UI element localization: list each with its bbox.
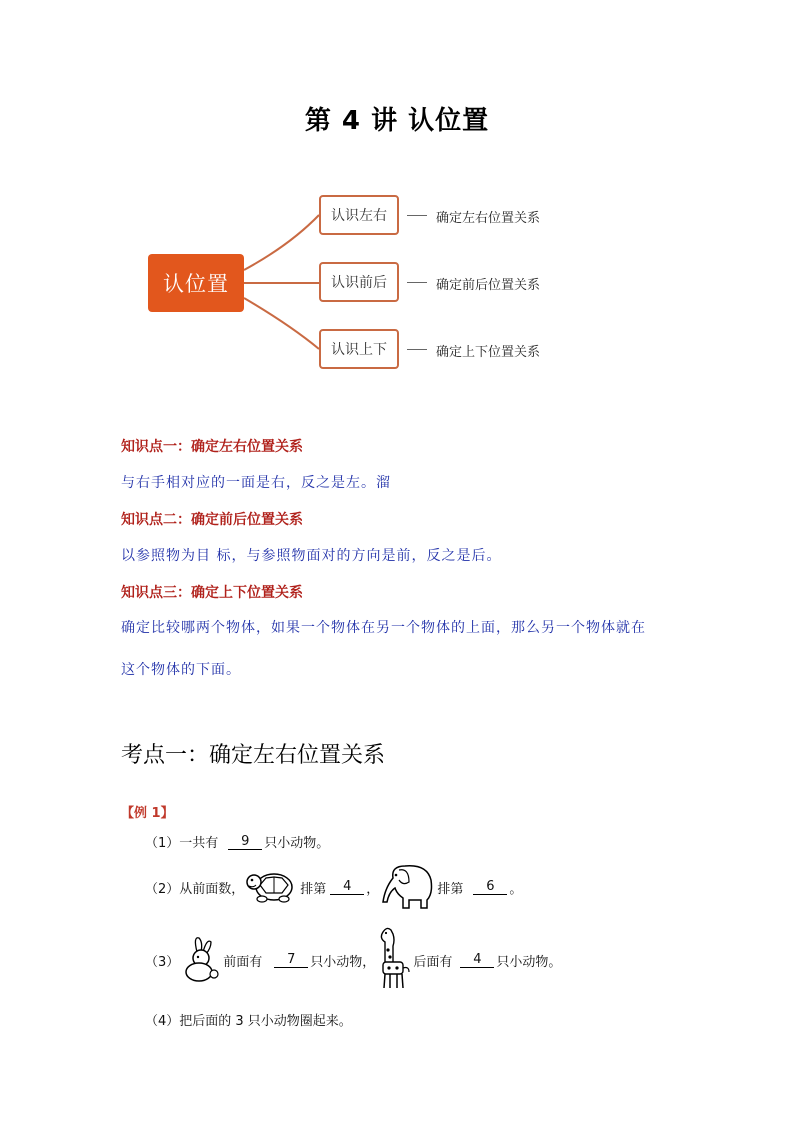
q2-answer-blank-a: 4 [330,879,364,895]
q2-separator: ， [366,881,380,897]
q1-suffix: 只小动物。 [264,836,330,851]
turtle-icon [244,865,300,909]
mind-map-leaf-up-down: 确定上下位置关系 [436,345,541,360]
q3-text-b: 只小动物， [310,954,376,970]
knowledge-point-3-text-line1: 确定比较哪两个物体，如果一个物体在另一个物体的上面，那么另一个物体就在 [121,620,646,636]
elephant-icon [379,860,437,914]
knowledge-point-2-heading: 知识点二：确定前后位置关系 [121,512,303,528]
q1-answer-blank: 9 [228,834,262,850]
question-3 [145,928,561,992]
mind-map-branch-left-right: 认识左右 [319,195,399,235]
example-label: 【例 1】 [121,806,174,821]
mind-map-leaf-left-right: 确定左右位置关系 [436,211,541,226]
q1-prefix: （1）一共有 [145,836,219,851]
q4-text: （4）把后面的 3 只小动物圈起来。 [145,1014,352,1029]
section-title: 考点一：确定左右位置关系 [121,743,386,768]
mind-map [0,0,794,400]
page-title: 第 4 讲 认位置 [304,106,490,136]
knowledge-point-1-heading: 知识点一：确定左右位置关系 [121,439,303,455]
q3-answer-blank-b: 4 [460,952,494,968]
knowledge-point-3-text-line2: 这个物体的下面。 [121,662,241,678]
mind-map-branch-up-down: 认识上下 [319,329,399,369]
leaf-connector [407,282,427,283]
q3-text-a: 前面有 [223,954,263,970]
q2-answer-blank-b: 6 [473,879,507,895]
giraffe-icon [375,926,413,994]
q2-suffix: 。 [509,881,523,897]
knowledge-point-3-heading: 知识点三：确定上下位置关系 [121,585,303,601]
mind-map-branch-front-back: 认识前后 [319,262,399,302]
question-1 [145,832,329,851]
q3-answer-blank-a: 7 [274,952,308,968]
q2-prefix: （2）从前面数， [145,881,245,897]
q3-suffix: 只小动物。 [496,954,562,970]
q2-text-b: 排第 [437,881,464,897]
q3-prefix: （3） [145,954,180,970]
question-2 [145,862,522,912]
q3-text-c: 后面有 [413,954,453,970]
knowledge-point-2-text: 以参照物为目 标，与参照物面对的方向是前，反之是后。 [121,548,502,564]
leaf-connector [407,215,427,216]
leaf-connector [407,349,427,350]
mind-map-center-node: 认位置 [148,254,244,312]
mind-map-leaf-front-back: 确定前后位置关系 [436,278,541,293]
knowledge-point-1-text: 与右手相对应的一面是右，反之是左。溜 [121,475,391,491]
question-4 [145,1010,352,1029]
rabbit-icon [179,934,223,986]
q2-text-a: 排第 [300,881,327,897]
